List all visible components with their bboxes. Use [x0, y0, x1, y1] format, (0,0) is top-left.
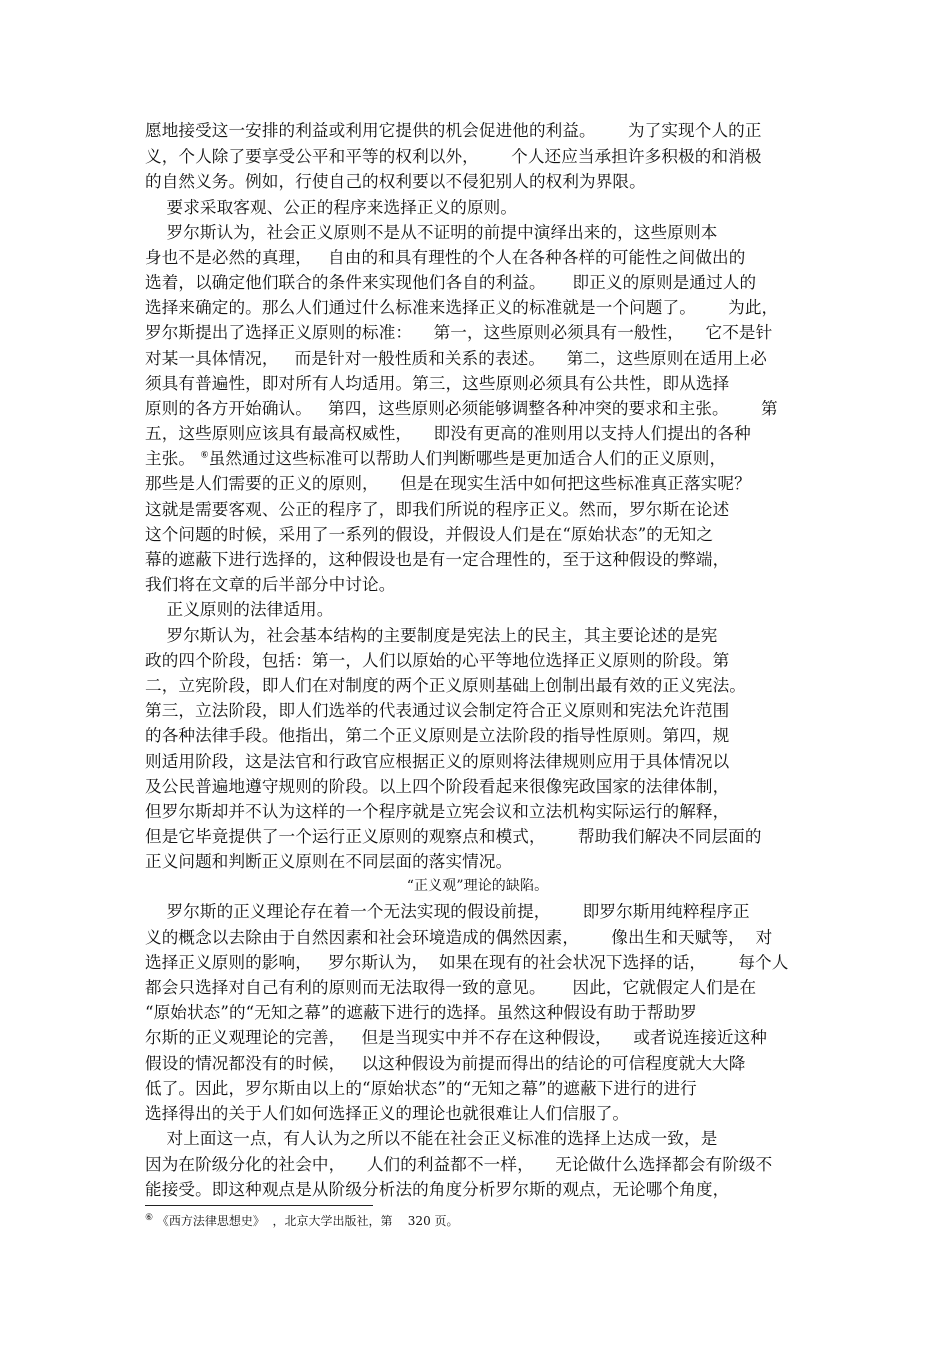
text-line: 要求采取客观、公正的程序来选择正义的原则。: [145, 198, 518, 217]
text-line: 愿地接受这一安排的利益或利用它提供的机会促进他的利益。 为了实现个人的正: [145, 121, 762, 140]
text-line: 那些是人们需要的正义的原则， 但是在现实生活中如何把这些标准真正落实呢？: [145, 474, 751, 493]
text-line: 我们将在文章的后半部分中讨论。: [145, 575, 396, 594]
text-line: 的自然义务。例如，行使自己的权利要以不侵犯别人的权利为界限。: [145, 172, 646, 191]
text-line: 原则的各方开始确认。 第四，这些原则必须能够调整各种冲突的要求和主张。 第: [145, 399, 778, 418]
text-line: 对某一具体情况， 而是针对一般性质和关系的表述。 第二，这些原则在适用上必: [145, 349, 767, 368]
text-line: 罗尔斯提出了选择正义原则的标准： 第一，这些原则必须具有一般性， 它不是针: [145, 323, 773, 342]
text-line: 须具有普遍性，即对所有人均适用。第三，这些原则必须具有公共性，即从选择: [145, 374, 730, 393]
text-line: 这就是需要客观、公正的程序了，即我们所说的程序正义。然而，罗尔斯在论述: [145, 500, 730, 519]
text-line: 低了。因此，罗尔斯由以上的“原始状态”的“无知之幕”的遮蔽下进行的进行: [145, 1079, 697, 1098]
text-line: 选择来确定的。那么人们通过什么标准来选择正义的标准就是一个问题了。 为此，: [145, 298, 779, 317]
footnote-ref-marker: ⑥: [200, 450, 209, 461]
text-line: 但罗尔斯却并不认为这样的一个程序就是立宪会议和立法机构实际运行的解释，: [145, 802, 730, 821]
text-line: 义的概念以去除由于自然因素和社会环境造成的偶然因素， 像出生和天赋等， 对: [145, 928, 773, 947]
text-line: 罗尔斯认为，社会正义原则不是从不证明的前提中演绎出来的，这些原则本: [145, 223, 718, 242]
text-line: 正义原则的法律适用。: [145, 600, 334, 619]
footnote-marker: ⑥: [145, 1213, 154, 1223]
text-line: 五，这些原则应该具有最高权威性， 即没有更高的准则用以支持人们提出的各种: [145, 424, 751, 443]
text-line: 选择正义原则的影响， 罗尔斯认为， 如果在现有的社会状况下选择的话， 每个人: [145, 953, 789, 972]
text-line: 对上面这一点，有人认为之所以不能在社会正义标准的选择上达成一致，是: [145, 1129, 718, 1148]
text-line-part: 主张。: [145, 449, 196, 468]
footnote: [145, 1212, 459, 1230]
text-line: 二，立宪阶段，即人们在对制度的两个正义原则基础上创制出最有效的正义宪法。: [145, 676, 746, 695]
text-line: 政的四个阶段，包括：第一，人们以原始的心平等地位选择正义原则的阶段。第: [145, 651, 730, 670]
text-line: 因为在阶级分化的社会中， 人们的利益都不一样， 无论做什么选择都会有阶级不: [145, 1155, 773, 1174]
text-line-part: 虽然通过这些标准可以帮助人们判断哪些是更加适合人们的正义原则，: [208, 449, 727, 468]
text-line: 第三，立法阶段，即人们选举的代表通过议会制定符合正义原则和宪法允许范围: [145, 701, 730, 720]
text-line: 但是它毕竟提供了一个运行正义原则的观察点和模式， 帮助我们解决不同层面的: [145, 827, 762, 846]
text-line: 能接受。即这种观点是从阶级分析法的角度分析罗尔斯的观点，无论哪个角度，: [145, 1180, 730, 1199]
text-line: 身也不是必然的真理， 自由的和具有理性的个人在各种各样的可能性之间做出的: [145, 248, 746, 267]
text-line: 的各种法律手段。他指出，第二个正义原则是立法阶段的指导性原则。第四，规: [145, 726, 730, 745]
text-line: “正义观”理论的缺陷。: [406, 878, 549, 894]
text-line: “原始状态”的“无知之幕”的遮蔽下进行的选择。虽然这种假设有助于帮助罗: [145, 1003, 697, 1022]
text-line: 则适用阶段，这是法官和行政官应根据正义的原则将法律规则应用于具体情况以: [145, 752, 730, 771]
text-line: 义，个人除了要享受公平和平等的权利以外， 个人还应当承担许多积极的和消极: [145, 147, 762, 166]
text-line: [145, 446, 810, 471]
footnote-text: 《西方法律思想史》 ，北京大学出版社，第 320 页。: [156, 1214, 459, 1228]
text-line: 假设的情况都没有的时候， 以这种假设为前提而得出的结论的可信程度就大大降: [145, 1054, 746, 1073]
text-line: 罗尔斯认为，社会基本结构的主要制度是宪法上的民主，其主要论述的是宪: [145, 626, 718, 645]
text-line: 都会只选择对自己有利的原则而无法取得一致的意见。 因此，它就假定人们是在: [145, 978, 757, 997]
text-line: 幕的遮蔽下进行选择的，这种假设也是有一定合理性的，至于这种假设的弊端，: [145, 550, 730, 569]
text-line: 罗尔斯的正义理论存在着一个无法实现的假设前提， 即罗尔斯用纯粹程序正: [145, 902, 750, 921]
footnote-divider: [145, 1205, 373, 1206]
text-line: 这个问题的时候，采用了一系列的假设，并假设人们是在“原始状态”的无知之: [145, 525, 714, 544]
text-line: 选择得出的关于人们如何选择正义的理论也就很难让人们信服了。: [145, 1104, 630, 1123]
text-line: 正义问题和判断正义原则在不同层面的落实情况。: [145, 852, 513, 871]
text-line: 尔斯的正义观理论的完善， 但是当现实中并不存在这种假设， 或者说连接近这种: [145, 1028, 767, 1047]
text-line: 选着，以确定他们联合的条件来实现他们各自的利益。 即正义的原则是通过人的: [145, 273, 757, 292]
text-line: 及公民普遍地遵守规则的阶段。以上四个阶段看起来很像宪政国家的法律体制，: [145, 777, 730, 796]
